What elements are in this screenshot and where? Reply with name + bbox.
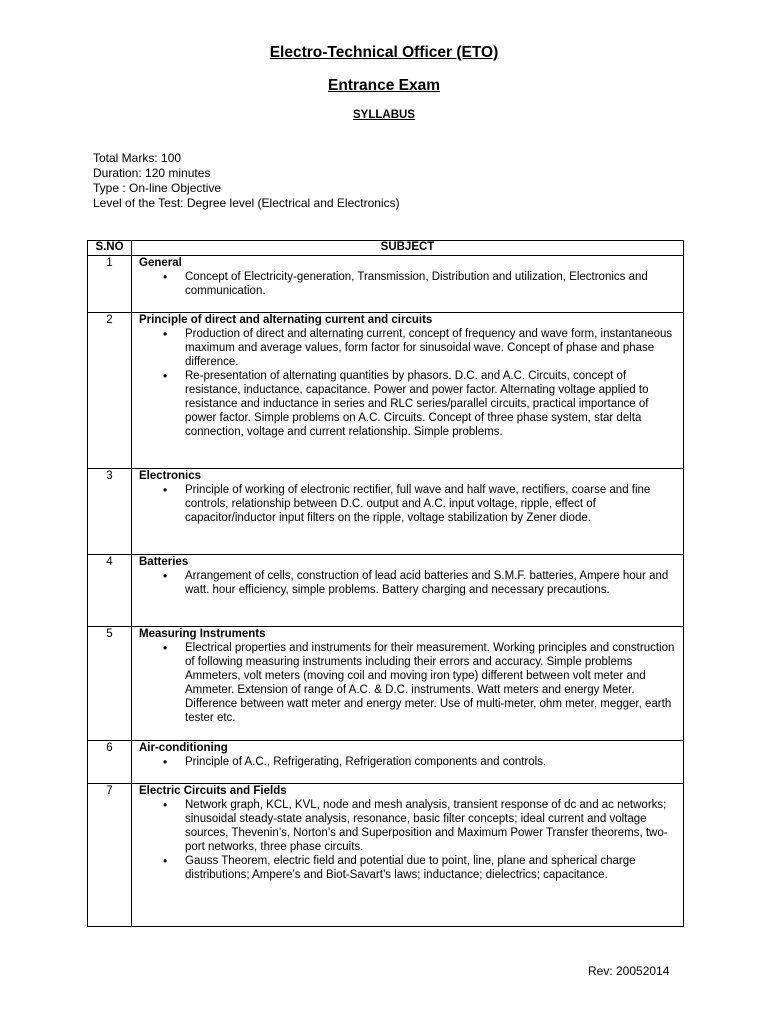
topic-list <box>139 270 677 298</box>
topic-item: • Principle of working of electronic rectifier, full wave and half wave, rectifiers, coarse and fine controls, relationship between D.C. output and A.C. input voltage, ripple, effect of capacitor/inductor input filters on the ripple, voltage stabilization by Zener diode. <box>185 483 677 525</box>
row-number: 3 <box>88 469 132 555</box>
subject-heading: General <box>139 257 182 269</box>
table-row <box>88 784 684 927</box>
table-row <box>88 627 684 741</box>
row-subject <box>132 313 684 469</box>
subject-heading: Measuring Instruments <box>139 628 266 640</box>
row-number: 4 <box>88 555 132 627</box>
syllabus-table <box>87 240 684 927</box>
topic-item: • Arrangement of cells, construction of lead acid batteries and S.M.F. batteries, Ampere hour and watt. hour efficiency, simple problems. Battery charging and necessary precautions. <box>185 569 677 597</box>
row-subject <box>132 555 684 627</box>
table-row <box>88 256 684 313</box>
topic-item: • Gauss Theorem, electric field and potential due to point, line, plane and spherical charge distributions; Ampere’s and Biot-Savart’s laws; inductance; dielectrics; capacitance. <box>185 854 677 882</box>
topic-item: • Principle of A.C., Refrigerating, Refrigeration components and controls. <box>185 755 677 769</box>
row-number: 5 <box>88 627 132 741</box>
table-header-row <box>88 241 684 256</box>
row-number: 1 <box>88 256 132 313</box>
duration: Duration: 120 minutes <box>93 166 211 180</box>
row-subject <box>132 741 684 784</box>
subject-heading: Air-conditioning <box>139 742 228 754</box>
topic-item: • Re-presentation of alternating quantities by phasors. D.C. and A.C. Circuits, concept of resistance, inductance, capacitance. Power and power factor. Alternating voltage applied to resistance and inductance in series and RLC series/parallel circuits, practical importance of power factor. Simple problems on A.C. Circuits. Concept of three phase system, star delta connection, voltage and current relationship. Simple problems. <box>185 369 677 439</box>
row-number: 6 <box>88 741 132 784</box>
topic-list <box>139 641 677 725</box>
topic-item: • Electrical properties and instruments for their measurement. Working principles and construction of following measuring instruments including their errors and accuracy. Simple problems Ammeters, volt meters (moving coil and moving iron type) different between volt meter and Ammeter. Extension of range of A.C. & D.C. instruments. Watt meters and energy Meter. Difference between watt meter and energy meter. Use of multi-meter, ohm meter, megger, earth tester etc. <box>185 641 677 725</box>
total-marks: Total Marks: 100 <box>93 151 182 165</box>
topic-list <box>139 569 677 597</box>
row-number: 2 <box>88 313 132 469</box>
exam-info <box>93 151 400 211</box>
header-sno: S.NO <box>88 241 132 256</box>
topic-list <box>139 755 677 769</box>
topic-item: • Network graph, KCL, KVL, node and mesh analysis, transient response of dc and ac networks; sinusoidal steady-state analysis, resonance, basic filter concepts; ideal current and voltage sources, Thevenin’s, Norton’s and Superposition and Maximum Power Transfer theorems, two-port networks, three phase circuits. <box>185 798 677 854</box>
topic-item: • Production of direct and alternating current, concept of frequency and wave form, instantaneous maximum and average values, form factor for sinusoidal wave. Concept of phase and phase difference. <box>185 327 677 369</box>
test-type: Type : On-line Objective <box>93 181 222 195</box>
table-row <box>88 741 684 784</box>
row-number: 7 <box>88 784 132 927</box>
table-row <box>88 555 684 627</box>
row-subject <box>132 256 684 313</box>
table-row <box>88 469 684 555</box>
header-subject: SUBJECT <box>132 241 684 256</box>
subject-heading: Electronics <box>139 470 201 482</box>
subject-heading: Electric Circuits and Fields <box>139 785 287 797</box>
topic-list <box>139 327 677 439</box>
syllabus-heading: SYLLABUS <box>353 109 415 121</box>
subject-heading: Principle of direct and alternating current and circuits <box>139 314 433 326</box>
test-level: Level of the Test: Degree level (Electrical and Electronics) <box>93 196 400 210</box>
topic-item: • Concept of Electricity-generation, Transmission, Distribution and utilization, Electronics and communication. <box>185 270 677 298</box>
revision-label: Rev: 20052014 <box>588 964 670 978</box>
row-subject <box>132 627 684 741</box>
document-subtitle: Entrance Exam <box>328 77 440 94</box>
subject-heading: Batteries <box>139 556 189 568</box>
topic-list <box>139 483 677 525</box>
topic-list <box>139 798 677 882</box>
row-subject <box>132 784 684 927</box>
table-row <box>88 313 684 469</box>
row-subject <box>132 469 684 555</box>
document-title: Electro-Technical Officer (ETO) <box>269 44 499 61</box>
